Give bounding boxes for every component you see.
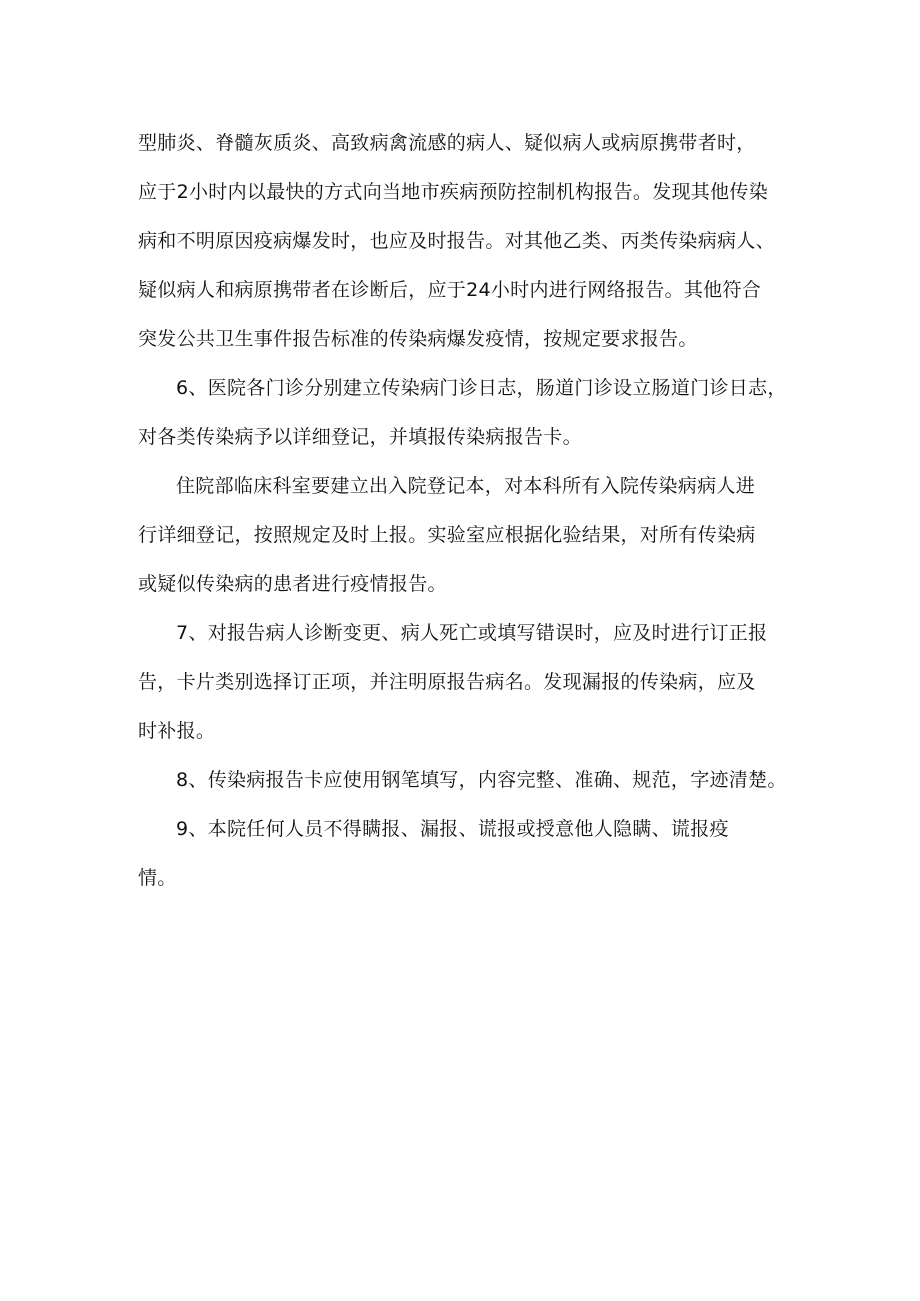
- text-line: 对各类传染病予以详细登记，并填报传染病报告卡。: [138, 426, 582, 448]
- text-line: 型肺炎、脊髓灰质炎、高致病禽流感的病人、疑似病人或病原携带者时，: [138, 132, 756, 154]
- text-line: 住院部临床科室要建立出入院登记本，对本科所有入院传染病病人进: [176, 475, 756, 497]
- text-line: 情。: [138, 867, 177, 889]
- text-line: 应于2小时内以最快的方式向当地市疾病预防控制机构报告。发现其他传染: [138, 181, 768, 203]
- text-line: 突发公共卫生事件报告标准的传染病爆发疫情，按规定要求报告。: [138, 328, 698, 350]
- text-line: 行详细登记，按照规定及时上报。实验室应根据化验结果，对所有传染病: [138, 524, 756, 546]
- text-line: 7、对报告病人诊断变更、病人死亡或填写错误时，应及时进行订正报: [176, 622, 768, 644]
- text-line: 6、医院各门诊分别建立传染病门诊日志，肠道门诊设立肠道门诊日志，: [176, 377, 787, 399]
- text-line: 或疑似传染病的患者进行疫情报告。: [138, 573, 447, 595]
- text-line: 8、传染病报告卡应使用钢笔填写，内容完整、准确、规范，字迹清楚。: [176, 769, 787, 791]
- text-line: 疑似病人和病原携带者在诊断后，应于24小时内进行网络报告。其他符合: [138, 279, 762, 301]
- text-line: 时补报。: [138, 720, 216, 742]
- text-line: 9、本院任何人员不得瞒报、漏报、谎报或授意他人隐瞒、谎报疫: [176, 818, 729, 840]
- text-line: 告，卡片类别选择订正项，并注明原报告病名。发现漏报的传染病，应及: [138, 671, 756, 693]
- text-line: 病和不明原因疫病爆发时，也应及时报告。对其他乙类、丙类传染病病人、: [138, 230, 775, 252]
